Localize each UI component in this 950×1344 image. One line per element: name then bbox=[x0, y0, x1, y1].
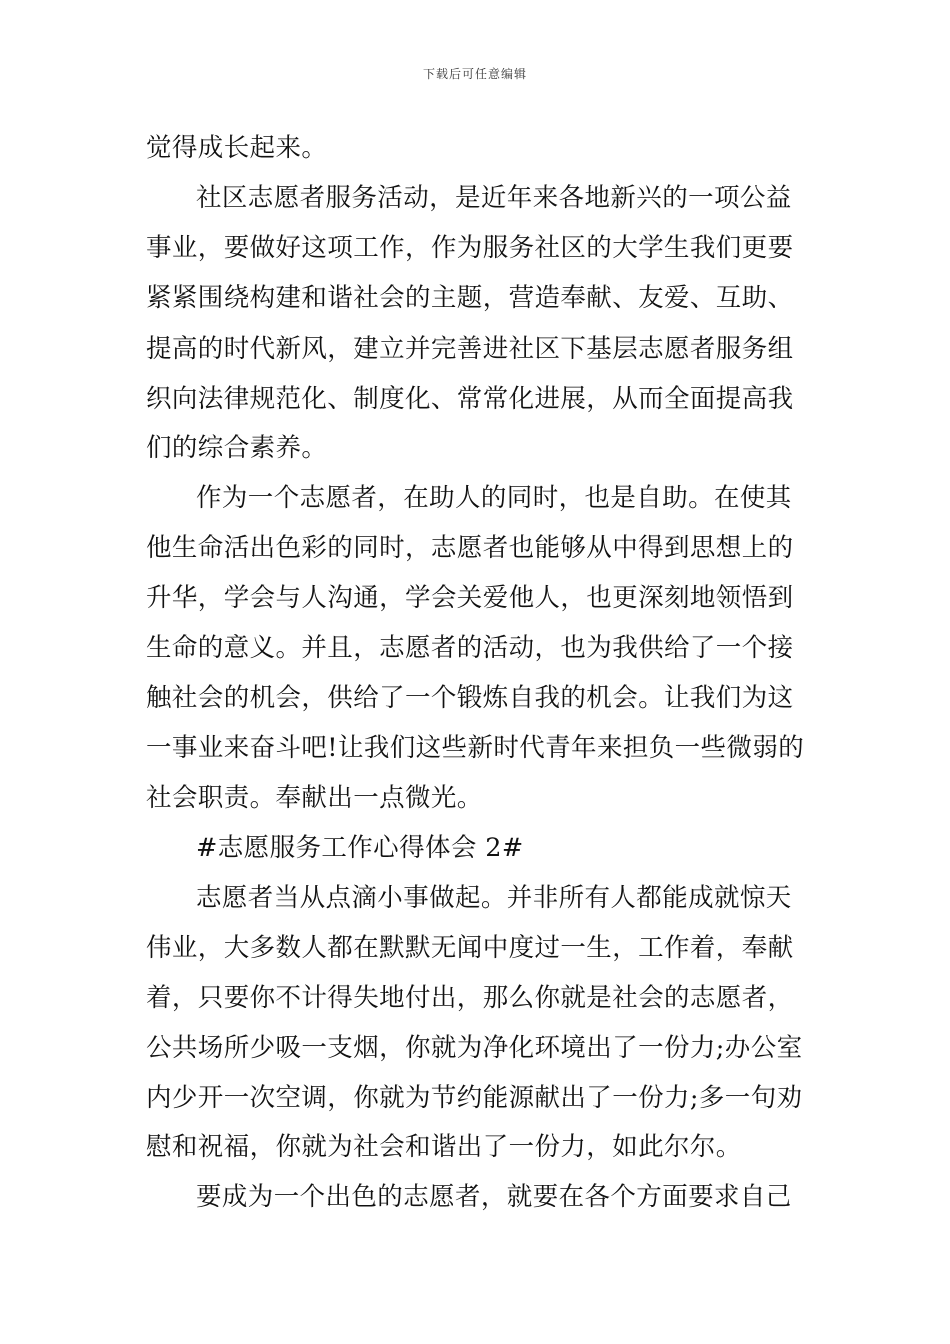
text-line: 作为一个志愿者，在助人的同时，也是自助。在使其 bbox=[196, 483, 792, 513]
text-line: 织向法律规范化、制度化、常常化进展，从而全面提高我 bbox=[146, 384, 794, 414]
text-line: 社区志愿者服务活动，是近年来各地新兴的一项公益 bbox=[196, 183, 792, 213]
text-line: 触社会的机会，供给了一个锻炼自我的机会。让我们为这 bbox=[146, 683, 794, 713]
header-note: 下载后可任意编辑 bbox=[422, 67, 527, 81]
text-line: 升华，学会与人沟通，学会关爱他人，也更深刻地领悟到 bbox=[146, 583, 794, 613]
text-line: 内少开一次空调，你就为节约能源献出了一份力;多一句劝 bbox=[146, 1083, 803, 1113]
text-line: 们的综合素养。 bbox=[146, 433, 328, 463]
section-heading: #志愿服务工作心得体会 2# bbox=[196, 833, 524, 863]
text-line: 紧紧围绕构建和谐社会的主题，营造奉献、友爱、互助、 bbox=[146, 283, 794, 313]
text-line: 要成为一个出色的志愿者，就要在各个方面要求自己 bbox=[196, 1182, 792, 1212]
text-line: 事业，要做好这项工作，作为服务社区的大学生我们更要 bbox=[146, 233, 794, 263]
text-line: 一事业来奋斗吧!让我们这些新时代青年来担负一些微弱的 bbox=[146, 733, 805, 763]
text-line: 志愿者当从点滴小事做起。并非所有人都能成就惊天 bbox=[196, 883, 792, 913]
text-line: 生命的意义。并且，志愿者的活动，也为我供给了一个接 bbox=[146, 633, 794, 663]
text-line: 公共场所少吸一支烟，你就为净化环境出了一份力;办公室 bbox=[146, 1033, 803, 1063]
text-line: 着，只要你不计得失地付出，那么你就是社会的志愿者， bbox=[146, 983, 794, 1013]
text-line: 觉得成长起来。 bbox=[146, 133, 328, 163]
text-line: 伟业，大多数人都在默默无闻中度过一生，工作着，奉献 bbox=[146, 933, 794, 963]
text-line: 提高的时代新风，建立并完善进社区下基层志愿者服务组 bbox=[146, 334, 794, 364]
text-line: 他生命活出色彩的同时，志愿者也能够从中得到思想上的 bbox=[146, 533, 794, 563]
text-line: 社会职责。奉献出一点微光。 bbox=[146, 783, 483, 813]
text-line: 慰和祝福，你就为社会和谐出了一份力，如此尔尔。 bbox=[146, 1132, 742, 1162]
